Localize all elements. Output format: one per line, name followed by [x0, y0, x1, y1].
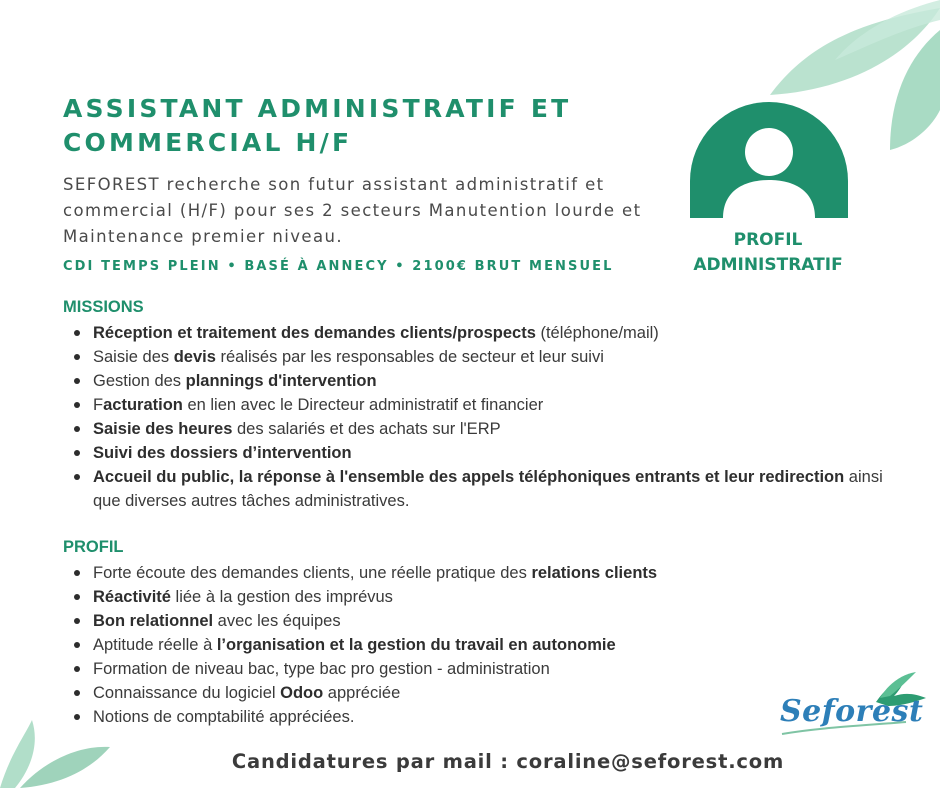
missions-heading: MISSIONS — [63, 298, 144, 316]
list-item: Bon relationnel avec les équipes — [63, 609, 903, 633]
brand-logo-text: Seforest — [780, 694, 924, 729]
profile-badge-label — [672, 228, 864, 278]
profile-badge-line1: PROFIL — [733, 230, 803, 250]
list-item: Saisie des heures des salariés et des achats sur l'ERP — [63, 417, 903, 441]
contact-line: Candidatures par mail : coraline@seforest.com — [231, 750, 785, 773]
list-item: Saisie des devis réalisés par les responsables de secteur et leur suivi — [63, 345, 903, 369]
missions-list — [63, 321, 903, 513]
list-item: Facturation en lien avec le Directeur administratif et financier — [63, 393, 903, 417]
profil-heading: PROFIL — [63, 538, 124, 556]
list-item: Réactivité liée à la gestion des imprévus — [63, 585, 903, 609]
list-item: Connaissance du logiciel Odoo appréciée — [63, 681, 903, 705]
list-item: Formation de niveau bac, type bac pro gestion - administration — [63, 657, 903, 681]
profile-badge-line2: ADMINISTRATIF — [693, 255, 843, 275]
list-item: Suivi des dossiers d’intervention — [63, 441, 903, 465]
job-tagline: CDI TEMPS PLEIN • BASÉ À ANNECY • 2100€ BRUT MENSUEL — [63, 259, 614, 274]
list-item: Aptitude réelle à l’organisation et la gestion du travail en autonomie — [63, 633, 903, 657]
user-avatar-icon — [690, 102, 848, 218]
job-intro: SEFOREST recherche son futur assistant administratif et commercial (H/F) pour ses 2 secteurs Manutention lourde et Maintenance premier niveau. — [63, 175, 642, 246]
list-item: Notions de comptabilité appréciées. — [63, 705, 903, 729]
list-item: Réception et traitement des demandes clients/prospects (téléphone/mail) — [63, 321, 903, 345]
list-item: Forte écoute des demandes clients, une réelle pratique des relations clients — [63, 561, 903, 585]
job-title: ASSISTANT ADMINISTRATIF ET COMMERCIAL H/F — [63, 94, 572, 157]
list-item: Accueil du public, la réponse à l'ensemble des appels téléphoniques entrants et leur redirection ainsi que diverses autres tâches administratives. — [63, 465, 903, 513]
list-item: Gestion des plannings d'intervention — [63, 369, 903, 393]
